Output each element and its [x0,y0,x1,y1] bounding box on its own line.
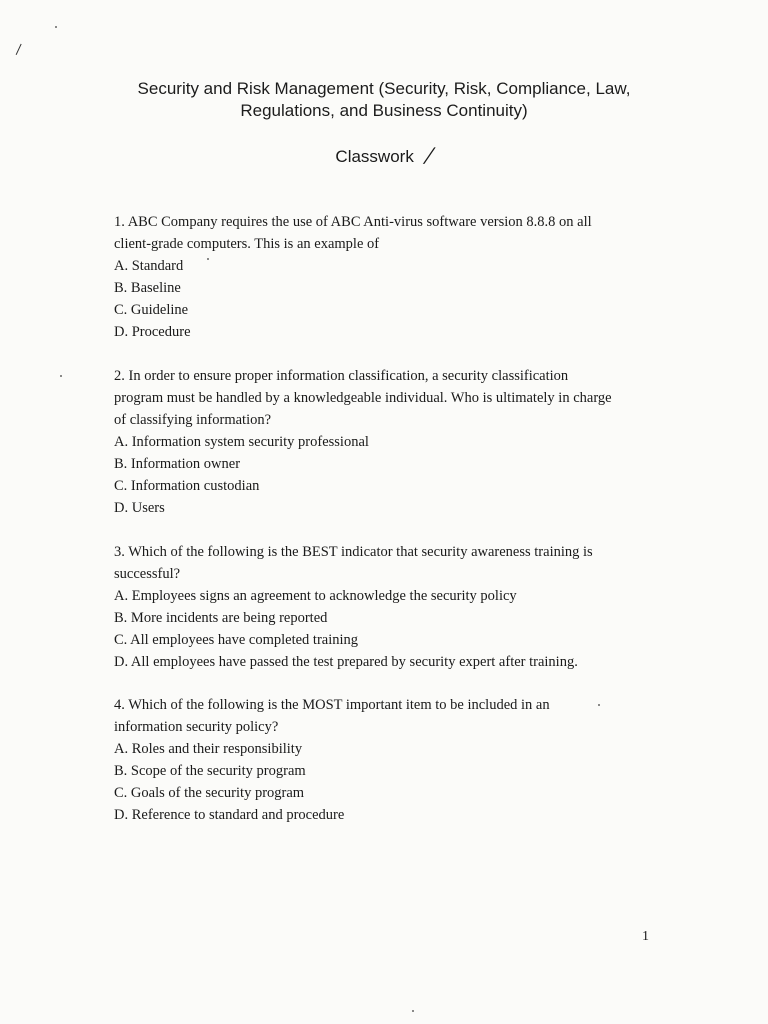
question-stem-line: information security policy? [114,719,279,735]
answer-option: C. All employees have completed training [114,632,359,648]
document-subtitle [0,144,768,168]
answer-option: C. Information custodian [114,478,260,494]
answer-option: D. Users [114,500,165,516]
answer-option: A. Employees signs an agreement to acknowledge the security policy [114,588,517,604]
answer-option: B. Scope of the security program [114,763,306,779]
answer-option: D. Reference to standard and procedure [114,807,345,823]
title-line-2: Regulations, and Business Continuity) [240,101,528,120]
answer-option: B. Baseline [114,280,181,296]
scan-speck [412,1010,414,1012]
answer-option: A. Roles and their responsibility [114,741,303,757]
document-title [0,78,768,122]
answer-option: B. More incidents are being reported [114,610,328,626]
answer-option: A. Information system security professional [114,434,369,450]
answer-option: D. All employees have passed the test prepared by security expert after training. [114,654,578,670]
question-stem-line: 2. In order to ensure proper information classification, a security classification [114,368,569,384]
question-stem-line: 1. ABC Company requires the use of ABC Anti-virus software version 8.8.8 on all [114,214,592,230]
answer-option: C. Goals of the security program [114,785,305,801]
question-3 [114,541,654,673]
page-number: 1 [642,929,649,944]
question-stem-line: program must be handled by a knowledgeable individual. Who is ultimately in charge [114,390,612,406]
handwritten-mark: / [423,143,435,167]
question-4 [114,694,654,826]
question-stem-line: of classifying information? [114,412,272,428]
question-2 [114,365,654,519]
scan-speck [60,375,62,377]
subtitle-text: Classwork [335,147,414,166]
scan-speck [55,26,57,28]
answer-option: C. Guideline [114,302,189,318]
question-stem-line: client-grade computers. This is an example of [114,236,380,252]
question-stem-line: successful? [114,566,181,582]
answer-option: A. Standard [114,258,184,274]
answer-option: B. Information owner [114,456,241,472]
answer-option: D. Procedure [114,324,191,340]
question-stem-line: 3. Which of the following is the BEST indicator that security awareness training is [114,544,593,560]
question-stem-line: 4. Which of the following is the MOST important item to be included in an [114,697,550,713]
question-1 [114,211,654,343]
title-line-1: Security and Risk Management (Security, Risk, Compliance, Law, [137,79,631,98]
pen-mark [16,44,25,57]
